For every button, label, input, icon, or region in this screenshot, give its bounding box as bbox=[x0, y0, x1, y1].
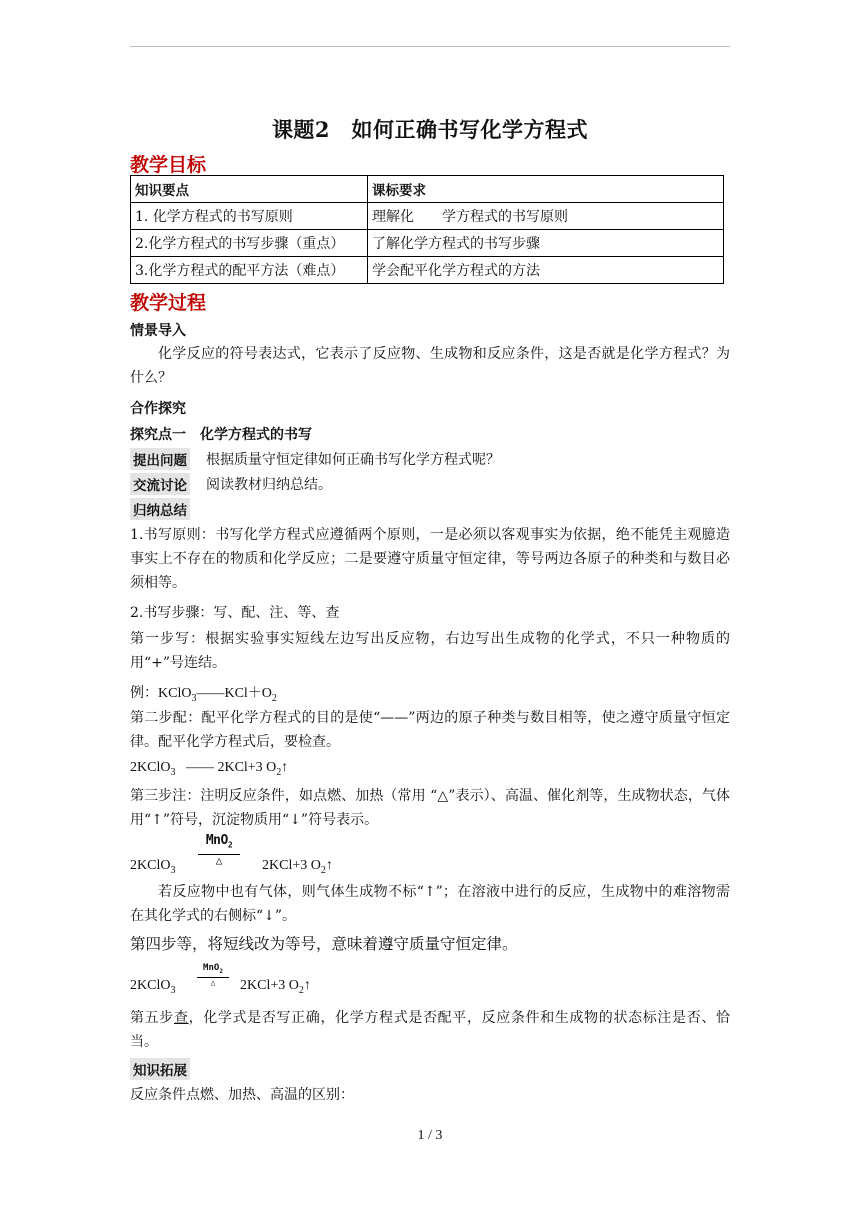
eq-right: 2KCl+3 O bbox=[240, 978, 299, 993]
subscript: 3 bbox=[170, 766, 176, 778]
discuss-text: 阅读教材归纳总结。 bbox=[206, 477, 332, 493]
equation-with-conditions bbox=[130, 858, 175, 876]
catalyst-label: MnO$_2$ bbox=[205, 833, 233, 850]
table-header-row bbox=[131, 176, 724, 203]
header-rule bbox=[130, 46, 730, 47]
gas-arrow-icon: ↑ bbox=[325, 858, 333, 873]
table-cell: 理解化 学方程式的书写原则 bbox=[368, 203, 724, 230]
gas-arrow-icon: ↑ bbox=[303, 978, 311, 993]
step5-prefix: 第五步 bbox=[130, 1010, 174, 1026]
table-cell: 3.化学方程式的配平方法（难点） bbox=[131, 257, 368, 284]
eq-right: 2KCl+3 O bbox=[262, 858, 321, 873]
paragraph-step4: 第四步等，将短线改为等号，意味着遵守质量守恒定律。 bbox=[130, 935, 518, 953]
eq-right: —— 2KCl+3 O bbox=[185, 760, 277, 775]
heat-icon: △ bbox=[215, 853, 223, 867]
paragraph-principles: 1.书写原则：书写化学方程式应遵循两个原则，一是必须以客观事实为依据，绝不能凭主观臆造事实上不存在的物质和化学反应；二是要遵守质量守恒定律，等号两边各原子的种类和与数目必须相等。 bbox=[130, 527, 730, 591]
question-tag: 提出问题 bbox=[130, 448, 190, 470]
page-number: 1 / 3 bbox=[417, 1128, 443, 1143]
paragraph-steps: 2.书写步骤：写、配、注、等、查 bbox=[130, 605, 340, 621]
subscript: 2 bbox=[276, 766, 282, 778]
reaction-condition-box bbox=[196, 963, 230, 987]
paragraph-conditions-diff: 反应条件点燃、加热、高温的区别： bbox=[130, 1087, 354, 1103]
table-row bbox=[131, 230, 724, 257]
explore-point-heading: 探究点一 化学方程式的书写 bbox=[130, 427, 312, 443]
table-cell: 学会配平化学方程式的方法 bbox=[368, 257, 724, 284]
extension-tag: 知识拓展 bbox=[130, 1058, 190, 1080]
gas-arrow-icon: ↑ bbox=[281, 760, 289, 775]
example-prefix: 例：KClO bbox=[130, 686, 192, 701]
paragraph-step2: 第二步配：配平化学方程式的目的是使“——”两边的原子种类与数目相等，使之遵守质量守恒定律。配平化学方程式后，要检查。 bbox=[130, 710, 730, 750]
table-header-cell: 知识要点 bbox=[131, 176, 368, 203]
paragraph-gas-note: 若反应物中也有气体，则气体生成物不标“↑”；在溶液中进行的反应，生成物中的难溶物需在其化学式的右侧标“↓”。 bbox=[130, 884, 730, 924]
discuss-tag: 交流讨论 bbox=[130, 473, 190, 495]
summary-tag: 归纳总结 bbox=[130, 498, 190, 520]
subscript: 3 bbox=[170, 984, 176, 996]
eq-left: 2KClO bbox=[130, 978, 171, 993]
example-equation bbox=[130, 682, 277, 704]
table-cell: 了解化学方程式的书写步骤 bbox=[368, 230, 724, 257]
example-mid: ——KCl＋O bbox=[196, 686, 272, 701]
table-row bbox=[131, 257, 724, 284]
subscript: 2 bbox=[298, 984, 304, 996]
table-header-cell: 课标要求 bbox=[368, 176, 724, 203]
paragraph-step5 bbox=[130, 1006, 730, 1054]
step5-text: ，化学式是否写正确，化学方程式是否配平，反应条件和生成物的状态标注是否、恰当。 bbox=[130, 1010, 731, 1050]
equation-products bbox=[240, 978, 311, 996]
table-cell: 1. 化学方程式的书写原则 bbox=[131, 203, 368, 230]
eq-left: 2KClO bbox=[130, 858, 171, 873]
equation-final bbox=[130, 978, 175, 996]
paragraph-step3: 第三步注：注明反应条件，如点燃、加热（常用 “△”表示）、高温、催化剂等，生成物状态，气体用“↑”符号，沉淀物质用“↓”符号表示。 bbox=[130, 788, 730, 828]
subscript: 3 bbox=[170, 864, 176, 876]
goals-table bbox=[130, 175, 724, 284]
equation-balanced bbox=[130, 760, 288, 778]
table-row bbox=[131, 203, 724, 230]
subscript: 2 bbox=[271, 692, 277, 704]
table-cell: 2.化学方程式的书写步骤（重点） bbox=[131, 230, 368, 257]
heat-icon: △ bbox=[210, 977, 216, 987]
subscript: 3 bbox=[191, 692, 197, 704]
section-heading-process: 教学过程 bbox=[130, 292, 207, 314]
explore-heading: 合作探究 bbox=[130, 401, 186, 417]
catalyst-label: MnO$_2$ bbox=[203, 963, 223, 975]
step5-underlined: 查 bbox=[173, 1010, 189, 1026]
intro-heading: 情景导入 bbox=[130, 323, 186, 339]
question-text: 根据质量守恒定律如何正确书写化学方程式呢？ bbox=[206, 452, 500, 468]
section-heading-goals: 教学目标 bbox=[130, 154, 207, 176]
reaction-condition-box bbox=[196, 834, 242, 867]
subscript: 2 bbox=[320, 864, 326, 876]
equation-products bbox=[262, 858, 333, 876]
paragraph-step1: 第一步写：根据实验事实短线左边写出反应物，右边写出生成物的化学式，不只一种物质的用“+”号连结。 bbox=[130, 631, 730, 671]
eq-left: 2KClO bbox=[130, 760, 171, 775]
page-title: 课题2 如何正确书写化学方程式 bbox=[271, 117, 589, 142]
intro-text: 化学反应的符号表达式，它表示了反应物、生成物和反应条件，这是否就是化学方程式？为什么？ bbox=[130, 346, 730, 386]
